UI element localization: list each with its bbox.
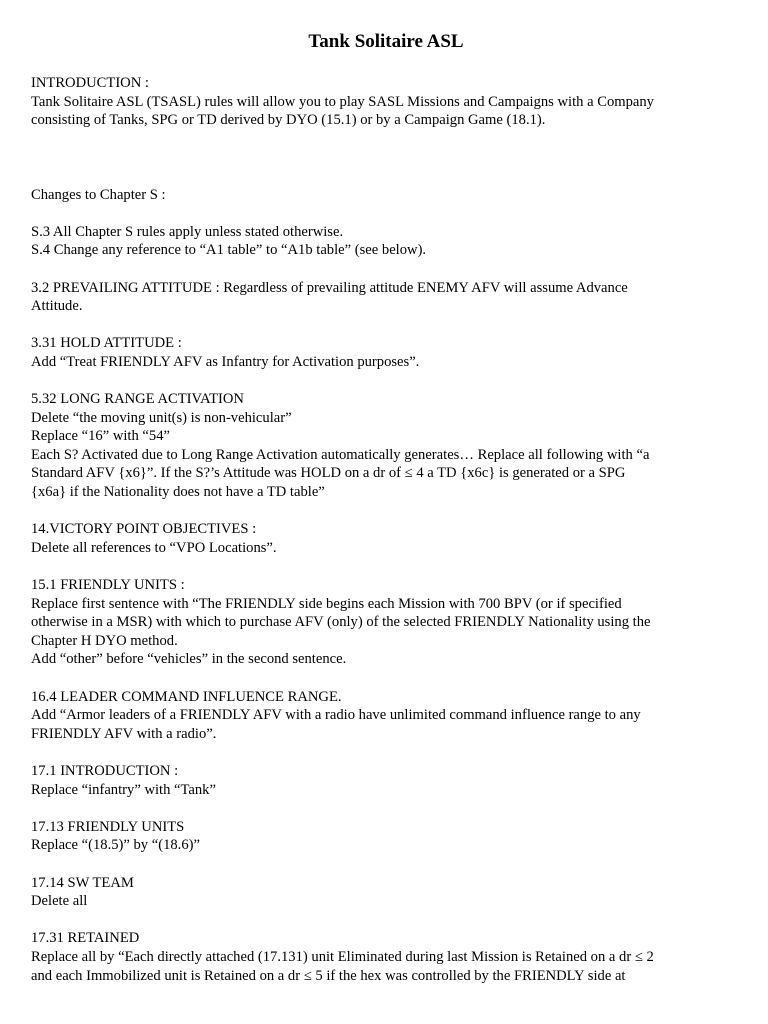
rule-heading: 16.4 LEADER COMMAND INFLUENCE RANGE. (31, 688, 342, 705)
rule-section-15-1 (31, 576, 741, 669)
spacer (31, 855, 741, 874)
rule-line: Delete “the moving unit(s) is non-vehicular” (31, 409, 292, 426)
spacer (31, 502, 741, 521)
document-page (31, 30, 741, 985)
spacer (31, 372, 741, 391)
rule-heading: 5.32 LONG RANGE ACTIVATION (31, 391, 244, 408)
rule-heading: 3.31 HOLD ATTITUDE : (31, 335, 182, 352)
rule-line: Attitude. (31, 298, 83, 315)
rule-heading: 14.VICTORY POINT OBJECTIVES : (31, 521, 257, 538)
rule-section-5-32 (31, 390, 741, 502)
intro-heading: INTRODUCTION : (31, 75, 149, 91)
rule-line: Replace “(18.5)” by “(18.6)” (31, 837, 200, 854)
rule-line: {x6a} if the Nationality does not have a TD table” (31, 484, 325, 501)
rule-line: Chapter H DYO method. (31, 632, 178, 649)
spacer (31, 316, 741, 335)
rule-line: Delete all references to “VPO Locations”. (31, 539, 277, 556)
rule-heading: 17.14 SW TEAM (31, 874, 134, 891)
spacer (31, 204, 741, 223)
spacer (31, 167, 741, 186)
rule-line: otherwise in a MSR) with which to purchase AFV (only) of the selected FRIENDLY Nationality using the (31, 614, 651, 631)
changes-heading: Changes to Chapter S : (31, 186, 166, 203)
rule-line: 3.2 PREVAILING ATTITUDE : Regardless of prevailing attitude ENEMY AFV will assume Advance (31, 279, 628, 296)
rule-heading: 17.31 RETAINED (31, 930, 140, 947)
spacer (31, 743, 741, 762)
spacer (31, 557, 741, 576)
s-rules-section (31, 223, 741, 260)
intro-line: consisting of Tanks, SPG or TD derived by DYO (15.1) or by a Campaign Game (18.1). (31, 112, 546, 129)
spacer (31, 669, 741, 688)
rule-line: Replace first sentence with “The FRIENDLY side begins each Mission with 700 BPV (or if specified (31, 595, 622, 612)
document-title: Tank Solitaire ASL (308, 31, 464, 52)
rule-line: Add “Treat FRIENDLY AFV as Infantry for Activation purposes”. (31, 353, 420, 370)
rule-line: Standard AFV {x6}”. If the S?’s Attitude was HOLD on a dr of ≤ 4 a TD {x6c} is generated or a SPG (31, 465, 626, 482)
rule-line: Replace all by “Each directly attached (17.131) unit Eliminated during last Mission is Retained on a dr ≤ 2 (31, 948, 654, 965)
rule-line: Replace “16” with “54” (31, 428, 170, 445)
rule-section-16-4 (31, 688, 741, 744)
spacer (31, 130, 741, 167)
s-rule-line: S.3 All Chapter S rules apply unless stated otherwise. (31, 223, 344, 240)
rule-line: and each Immobilized unit is Retained on a dr ≤ 5 if the hex was controlled by the FRIENDLY side at (31, 967, 626, 984)
rule-line: FRIENDLY AFV with a radio”. (31, 725, 217, 742)
spacer (31, 799, 741, 818)
rule-section-17-31 (31, 929, 741, 985)
rule-section-3-31 (31, 334, 741, 371)
rule-section-17-14 (31, 874, 741, 911)
rule-section-3-2 (31, 279, 741, 316)
rule-section-17-13 (31, 818, 741, 855)
rule-heading: 15.1 FRIENDLY UNITS : (31, 577, 185, 594)
changes-heading-section (31, 186, 741, 205)
intro-section (31, 74, 741, 130)
rule-section-17-1 (31, 762, 741, 799)
rule-heading: 17.1 INTRODUCTION : (31, 762, 179, 779)
intro-line: Tank Solitaire ASL (TSASL) rules will allow you to play SASL Missions and Campaigns with a Company (31, 93, 654, 110)
rule-line: Add “Armor leaders of a FRIENDLY AFV with a radio have unlimited command influence range to any (31, 707, 641, 724)
rule-section-14 (31, 520, 741, 557)
rule-line: Delete all (31, 893, 88, 910)
spacer (31, 911, 741, 930)
s-rule-line: S.4 Change any reference to “A1 table” to “A1b table” (see below). (31, 242, 427, 259)
rule-line: Each S? Activated due to Long Range Activation automatically generates… Replace all following with “a (31, 446, 650, 463)
rule-line: Add “other” before “vehicles” in the second sentence. (31, 651, 347, 668)
rule-line: Replace “infantry” with “Tank” (31, 781, 216, 798)
rule-heading: 17.13 FRIENDLY UNITS (31, 818, 185, 835)
spacer (31, 260, 741, 279)
